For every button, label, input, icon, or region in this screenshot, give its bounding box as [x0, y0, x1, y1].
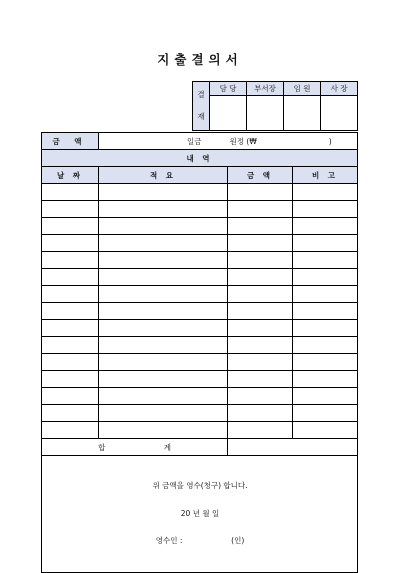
total-value-field[interactable] [228, 439, 358, 456]
amount-cell[interactable] [228, 269, 293, 286]
approval-side-label [193, 82, 210, 131]
amount-cell[interactable] [228, 337, 293, 354]
amount-cell[interactable] [228, 303, 293, 320]
note-cell[interactable] [293, 269, 358, 286]
description-cell[interactable] [99, 371, 228, 388]
receiver-label: 영수인 : [155, 536, 183, 545]
amount-won-label: 원정 [229, 136, 244, 146]
date-cell[interactable] [42, 252, 99, 269]
detail-row [42, 286, 358, 303]
date-cell[interactable] [42, 422, 99, 439]
detail-row [42, 252, 358, 269]
amount-cell[interactable] [228, 354, 293, 371]
approval-sign-executive[interactable] [284, 96, 321, 131]
date-cell[interactable] [42, 201, 99, 218]
amount-cell[interactable] [228, 286, 293, 303]
date-cell[interactable] [42, 388, 99, 405]
total-label: 합 계 [42, 439, 228, 456]
note-cell[interactable] [293, 320, 358, 337]
date-cell[interactable] [42, 184, 99, 201]
note-cell[interactable] [293, 371, 358, 388]
date-cell[interactable] [42, 218, 99, 235]
note-cell[interactable] [293, 388, 358, 405]
description-cell[interactable] [99, 184, 228, 201]
approval-sign-staff[interactable] [210, 96, 247, 131]
description-cell[interactable] [99, 252, 228, 269]
note-cell[interactable] [293, 405, 358, 422]
description-cell[interactable] [99, 337, 228, 354]
amount-label: 금 액 [42, 133, 99, 150]
description-cell[interactable] [99, 201, 228, 218]
description-cell[interactable] [99, 422, 228, 439]
detail-row [42, 235, 358, 252]
note-cell[interactable] [293, 201, 358, 218]
approval-side-top: 결 [197, 90, 205, 99]
date-cell[interactable] [42, 354, 99, 371]
approval-box [192, 81, 358, 131]
amount-cell[interactable] [228, 184, 293, 201]
note-cell[interactable] [293, 337, 358, 354]
document-title: 지출결의서 [157, 52, 243, 67]
receipt-statement: 위 금액을 영수(청구) 합니다. [152, 481, 248, 490]
amount-cell[interactable] [228, 422, 293, 439]
approval-header-executive: 임 원 [284, 82, 321, 96]
description-cell[interactable] [99, 303, 228, 320]
date-cell[interactable] [42, 405, 99, 422]
detail-row [42, 371, 358, 388]
description-cell[interactable] [99, 235, 228, 252]
note-cell[interactable] [293, 422, 358, 439]
approval-header-president: 사 장 [321, 82, 358, 96]
receipt-receiver-line [42, 535, 358, 546]
note-cell[interactable] [293, 286, 358, 303]
description-cell[interactable] [99, 354, 228, 371]
description-cell[interactable] [99, 269, 228, 286]
detail-row [42, 269, 358, 286]
amount-cell[interactable] [228, 388, 293, 405]
amount-cell[interactable] [228, 252, 293, 269]
column-header-amount: 금 액 [228, 167, 293, 184]
approval-sign-dept-head[interactable] [247, 96, 284, 131]
note-cell[interactable] [293, 354, 358, 371]
approval-header-staff: 담 당 [210, 82, 247, 96]
approval-sign-president[interactable] [321, 96, 358, 131]
column-header-note: 비 고 [293, 167, 358, 184]
description-cell[interactable] [99, 286, 228, 303]
description-cell[interactable] [99, 388, 228, 405]
description-cell[interactable] [99, 218, 228, 235]
detail-row [42, 422, 358, 439]
detail-row [42, 354, 358, 371]
currency-close: ) [328, 136, 332, 146]
seal-mark: (인) [231, 536, 245, 545]
note-cell[interactable] [293, 218, 358, 235]
description-cell[interactable] [99, 405, 228, 422]
detail-row [42, 218, 358, 235]
expense-table [41, 132, 358, 573]
details-section-header: 내 역 [42, 150, 358, 167]
receipt-date-line: 20 년 월 일 [180, 509, 220, 518]
note-cell[interactable] [293, 235, 358, 252]
date-cell[interactable] [42, 371, 99, 388]
date-cell[interactable] [42, 337, 99, 354]
detail-row [42, 388, 358, 405]
amount-cell[interactable] [228, 371, 293, 388]
detail-row [42, 303, 358, 320]
detail-row [42, 201, 358, 218]
date-cell[interactable] [42, 303, 99, 320]
detail-row [42, 405, 358, 422]
amount-cell[interactable] [228, 320, 293, 337]
column-header-date: 날 짜 [42, 167, 99, 184]
description-cell[interactable] [99, 320, 228, 337]
amount-cell[interactable] [228, 201, 293, 218]
detail-row [42, 337, 358, 354]
column-header-description: 적 요 [99, 167, 228, 184]
receipt-footer [42, 456, 358, 573]
currency-open: (₩ [246, 136, 257, 146]
note-cell[interactable] [293, 252, 358, 269]
approval-side-bottom: 재 [197, 112, 205, 121]
amount-cell[interactable] [228, 235, 293, 252]
amount-words-label: 일금 [187, 136, 202, 146]
detail-row [42, 320, 358, 337]
date-cell[interactable] [42, 235, 99, 252]
date-cell[interactable] [42, 320, 99, 337]
amount-cell[interactable] [228, 405, 293, 422]
date-cell[interactable] [42, 286, 99, 303]
approval-header-dept-head: 부서장 [247, 82, 284, 96]
amount-value-field[interactable] [99, 133, 358, 150]
date-cell[interactable] [42, 269, 99, 286]
note-cell[interactable] [293, 184, 358, 201]
note-cell[interactable] [293, 303, 358, 320]
detail-row [42, 184, 358, 201]
amount-cell[interactable] [228, 218, 293, 235]
